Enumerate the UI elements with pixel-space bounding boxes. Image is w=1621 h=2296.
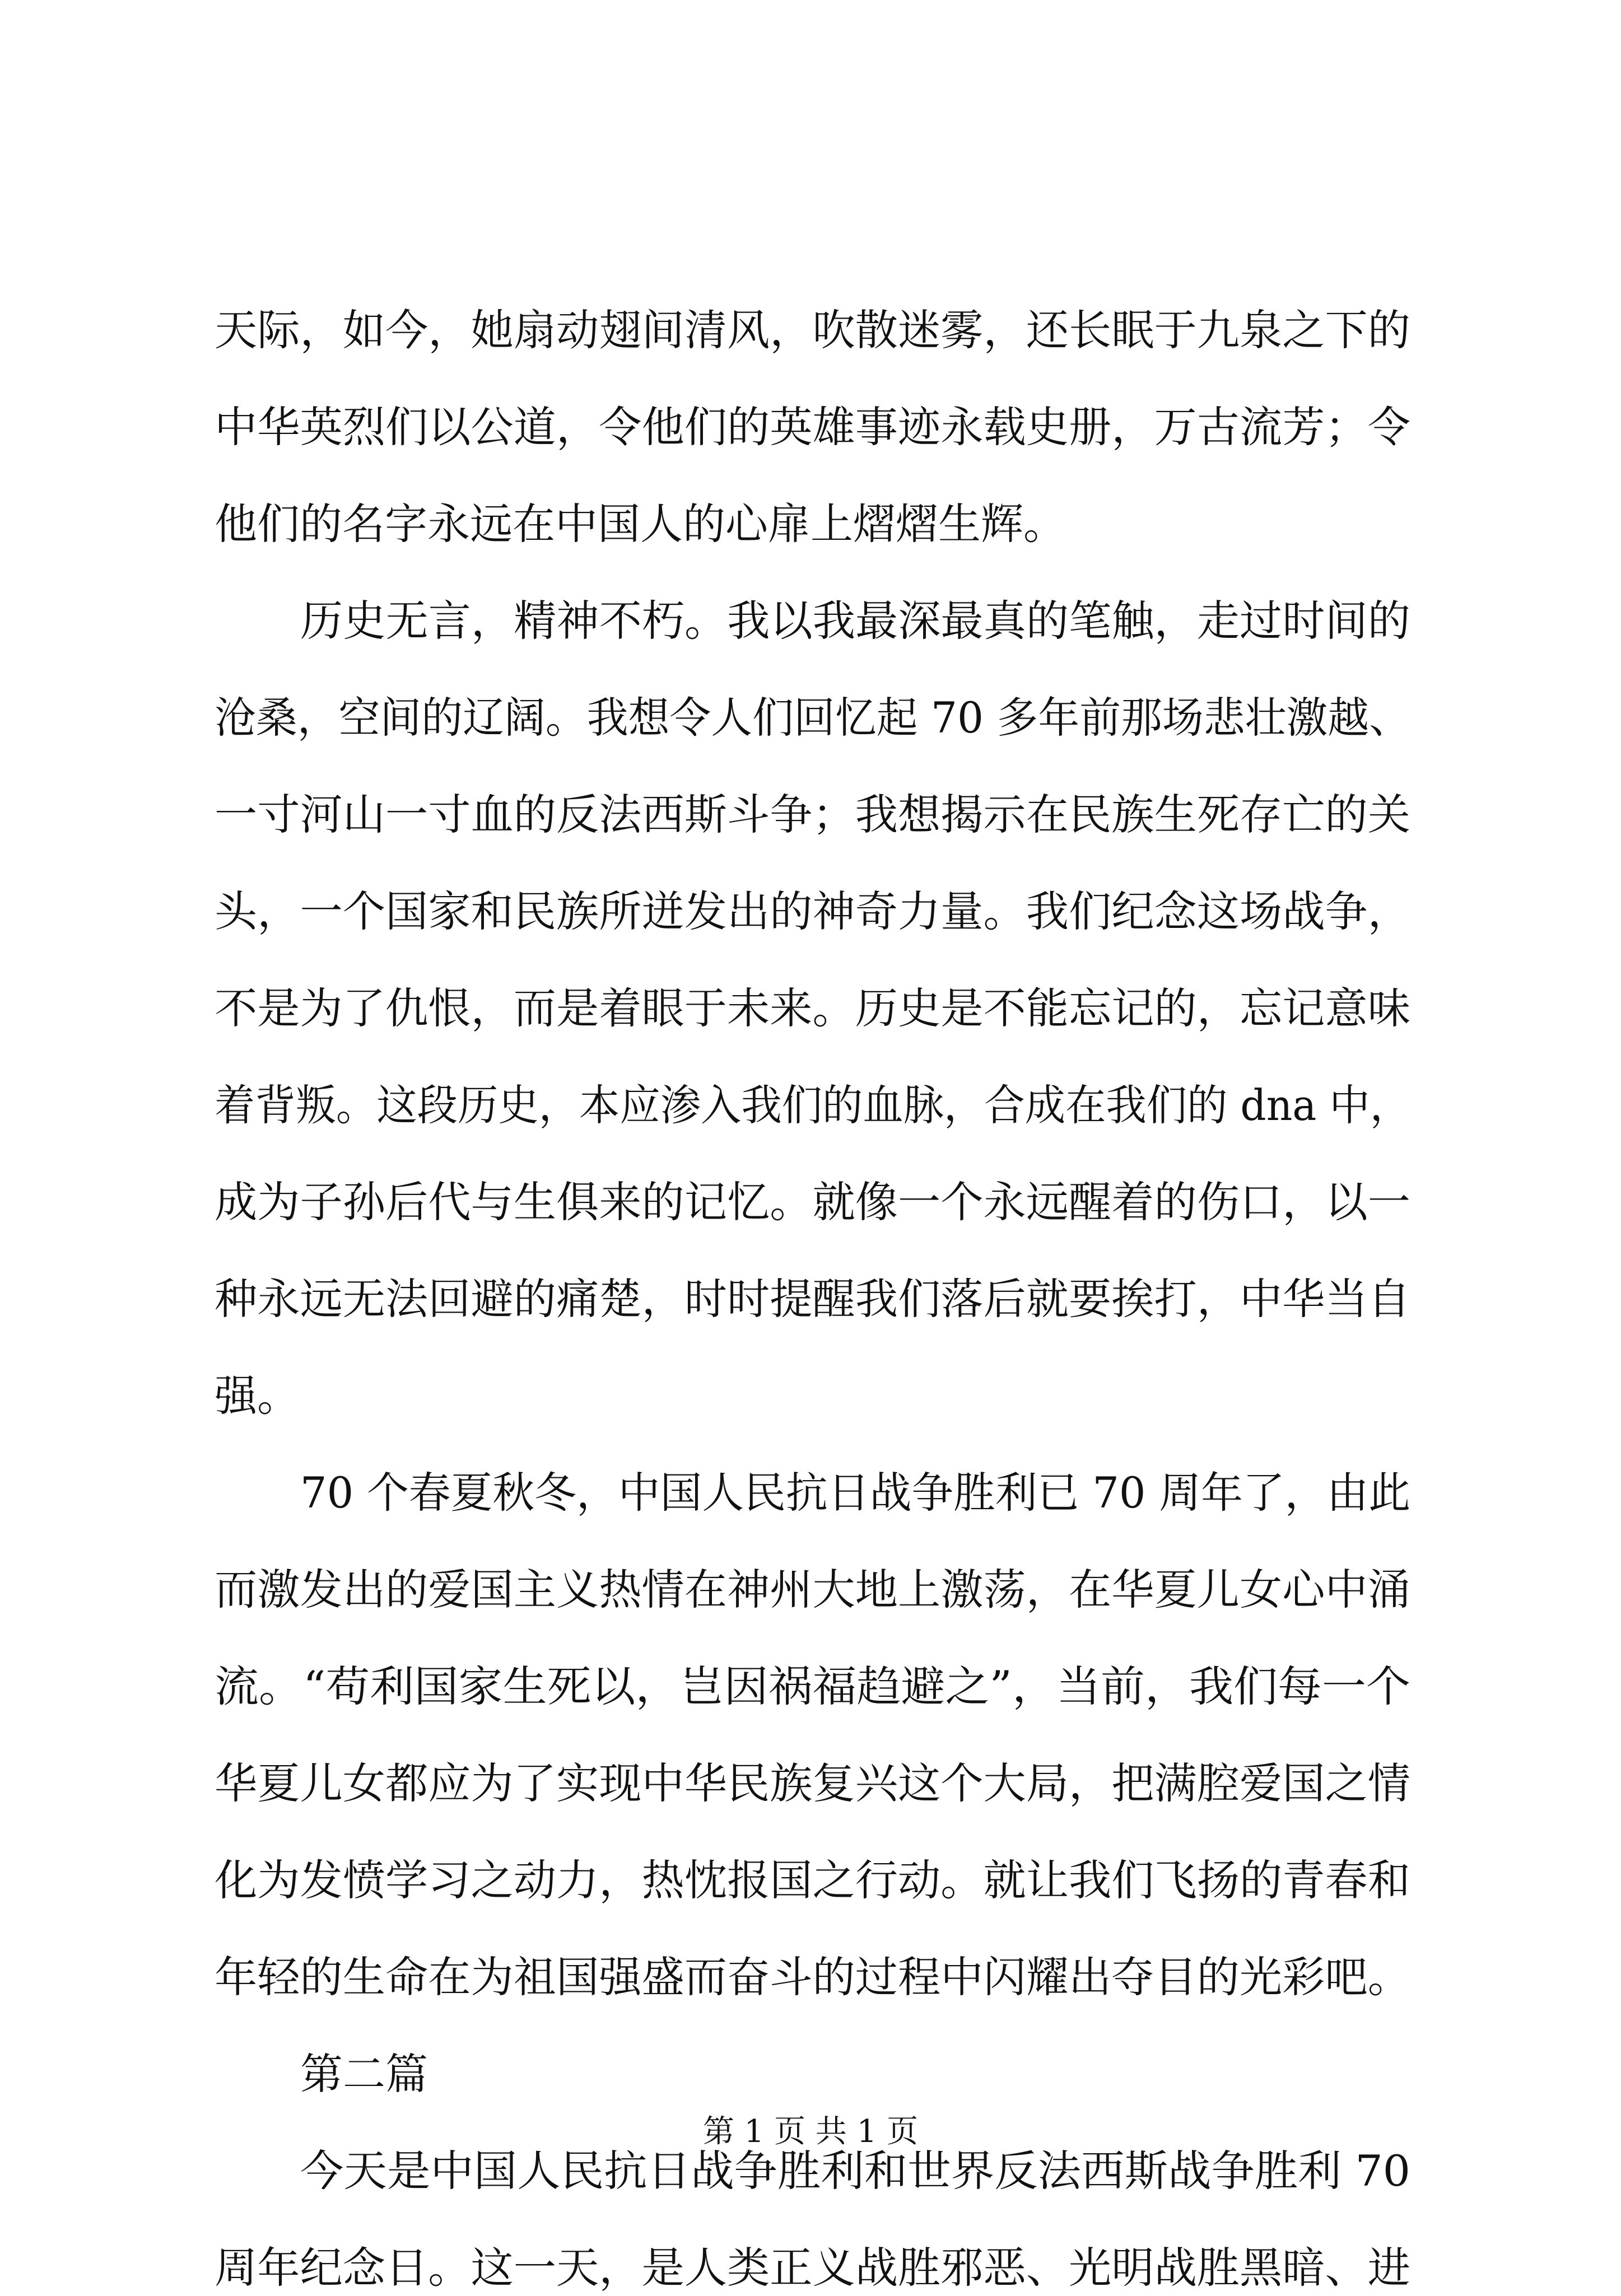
text-line: 而激发出的爱国主义热情在神州大地上激荡，在华夏儿女心中涌 xyxy=(215,1565,1411,1614)
text-line: 不是为了仇恨，而是着眼于未来。历史是不能忘记的，忘记意味 xyxy=(215,983,1411,1033)
text-line: 天际，如今，她扇动翅间清风，吹散迷雾，还长眠于九泉之下的 xyxy=(215,305,1411,355)
text-line: 周年纪念日。这一天，是人类正义战胜邪恶、光明战胜黑暗、进 xyxy=(215,2243,1411,2293)
text-line: 强。 xyxy=(215,1371,300,1421)
text-line: 华夏儿女都应为了实现中华民族复兴这个大局，把满腔爱国之情 xyxy=(215,1758,1411,1808)
text-line: 化为发愤学习之动力，热忱报国之行动。就让我们飞扬的青春和 xyxy=(215,1855,1411,1905)
text-line: 着背叛。这段历史，本应渗入我们的血脉，合成在我们的 dna 中， xyxy=(215,1080,1411,1130)
text-line: 他们的名字永远在中国人的心扉上熠熠生辉。 xyxy=(215,499,1066,549)
text-line: 一寸河山一寸血的反法西斯斗争；我想揭示在民族生死存亡的关 xyxy=(215,790,1411,839)
paragraph-first-line: 70 个春夏秋冬，中国人民抗日战争胜利已 70 周年了，由此 xyxy=(300,1468,1411,1518)
text-line: 中华英烈们以公道，令他们的英雄事迹永载史册，万古流芳；令 xyxy=(215,402,1411,452)
page-number-footer: 第 1 页 共 1 页 xyxy=(702,2113,919,2150)
text-line: 沧桑，空间的辽阔。我想令人们回忆起 70 多年前那场悲壮激越、 xyxy=(215,693,1411,743)
paragraph-first-line: 历史无言，精神不朽。我以我最深最真的笔触，走过时间的 xyxy=(300,596,1410,646)
paragraph-first-line: 今天是中国人民抗日战争胜利和世界反法西斯战争胜利 70 xyxy=(300,2146,1411,2196)
text-line: 流。“苟利国家生死以，岂因祸福趋避之”，当前，我们每一个 xyxy=(215,1662,1411,1711)
text-line: 年轻的生命在为祖国强盛而奋斗的过程中闪耀出夺目的光彩吧。 xyxy=(215,1952,1411,2002)
section-heading: 第二篇 xyxy=(300,2049,428,2099)
text-line: 成为子孙后代与生俱来的记忆。就像一个永远醒着的伤口，以一 xyxy=(215,1177,1411,1227)
text-line: 种永远无法回避的痛楚，时时提醒我们落后就要挨打，中华当自 xyxy=(215,1274,1411,1324)
text-line: 头，一个国家和民族所迸发出的神奇力量。我们纪念这场战争， xyxy=(215,886,1411,936)
